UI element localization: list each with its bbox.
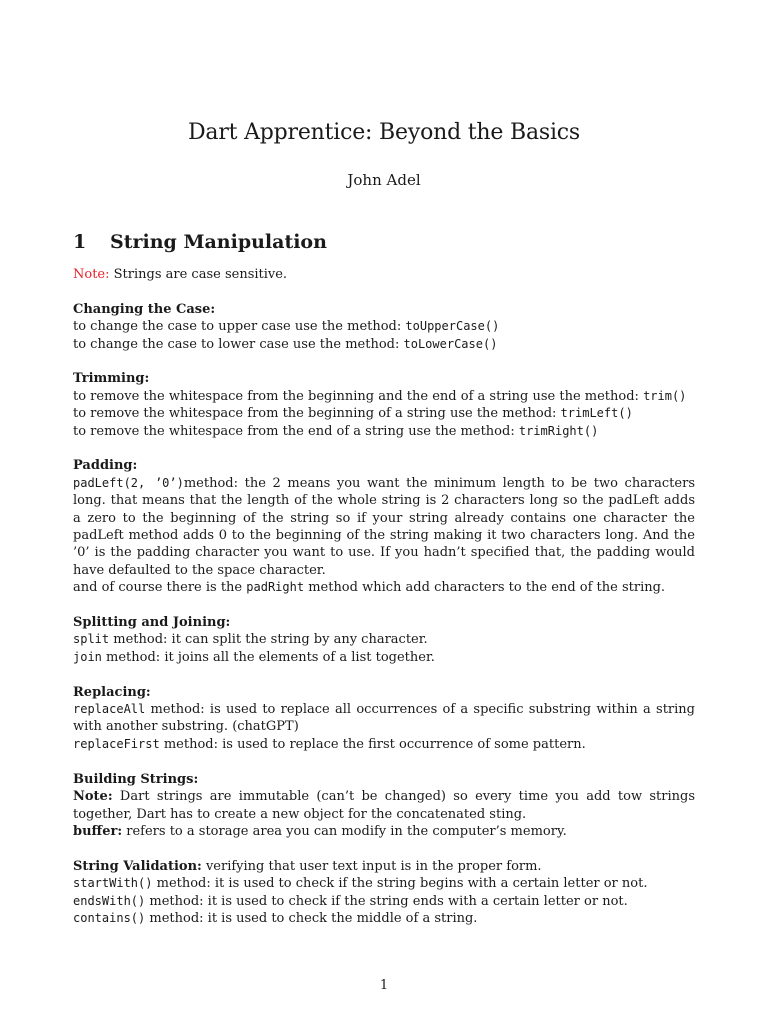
document-author: John Adel bbox=[347, 171, 421, 189]
replacing-line2-code: replaceFirst bbox=[73, 736, 160, 751]
trimming-line2-code: trimLeft() bbox=[560, 406, 633, 421]
case-subsection bbox=[73, 301, 695, 353]
case-heading: Changing the Case: bbox=[73, 301, 216, 317]
splitting-line1-text: method: it can split the string by any character. bbox=[109, 632, 428, 648]
section-heading bbox=[73, 229, 327, 255]
document-title: Dart Apprentice: Beyond the Basics bbox=[187, 120, 581, 145]
trimming-line3-code: trimRight() bbox=[518, 423, 599, 438]
splitting-line1-code: split bbox=[73, 632, 110, 647]
splitting-heading: Splitting and Joining: bbox=[73, 615, 231, 631]
case-line2-text: to change the case to lower case use the method: bbox=[73, 336, 404, 352]
buffer-text: refers to a storage area you can modify in the computer’s memory. bbox=[122, 823, 567, 839]
note-intro bbox=[73, 266, 695, 283]
building-subsection bbox=[73, 771, 695, 841]
case-line1-code: toUpperCase() bbox=[405, 319, 500, 334]
note-text: Strings are case sensitive. bbox=[109, 267, 288, 282]
building-note-text: Dart strings are immutable (can’t be changed) so every time you add tow strings together, Dart has to create a new object for the concatenated sting. bbox=[73, 789, 695, 822]
case-line1-text: to change the case to upper case use the method: bbox=[73, 319, 406, 335]
replacing-line2-text: method: is used to replace the first occurrence of some pattern. bbox=[159, 736, 586, 752]
validation-line1-text: method: it is used to check if the string begins with a certain letter or not. bbox=[152, 876, 648, 892]
padding-code: padLeft(2, ’0’) bbox=[73, 475, 184, 490]
replacing-subsection bbox=[73, 684, 695, 754]
replacing-line1-code: replaceAll bbox=[73, 702, 146, 717]
padding-line2-after: method which add characters to the end of the string. bbox=[304, 580, 666, 596]
padding-line2-before: and of course there is the bbox=[73, 580, 247, 596]
validation-line3-code: contains() bbox=[73, 910, 146, 925]
padding-heading: Padding: bbox=[73, 458, 138, 474]
page-number: 1 bbox=[379, 978, 389, 993]
padding-text: method: the 2 means you want the minimum length to be two characters long. that means that the length of the whole string is 2 characters long so the padLeft adds a zero to the beginning of the string so if your string already contains one character the padLeft method adds 0 to the beginning of the string making it two characters long. And the ’0’ is the padding character you want to use. If you hadn’t specified that, the padding would have defaulted to the space character. bbox=[73, 475, 695, 578]
buffer-label: buffer: bbox=[73, 823, 123, 839]
validation-line3-text: method: it is used to check the middle of a string. bbox=[145, 910, 478, 926]
trimming-heading: Trimming: bbox=[73, 371, 150, 387]
note-label: Note: bbox=[73, 267, 110, 282]
validation-heading: String Validation: bbox=[73, 858, 202, 874]
case-line2-code: toLowerCase() bbox=[403, 336, 498, 351]
validation-line2-text: method: it is used to check if the string ends with a certain letter or not. bbox=[145, 893, 628, 909]
trimming-line1-text: to remove the whitespace from the beginning and the end of a string use the method: bbox=[73, 388, 644, 404]
section-content bbox=[73, 266, 695, 945]
section-number: 1 bbox=[73, 231, 87, 253]
splitting-subsection bbox=[73, 614, 695, 666]
building-note-label: Note: bbox=[73, 789, 113, 805]
trimming-subsection bbox=[73, 370, 695, 440]
validation-line2-code: endsWith() bbox=[73, 893, 146, 908]
padding-line2-code: padRight bbox=[246, 580, 305, 595]
trimming-line2-text: to remove the whitespace from the beginning of a string use the method: bbox=[73, 406, 561, 422]
validation-heading-text: verifying that user text input is in the proper form. bbox=[201, 858, 542, 874]
trimming-line3-text: to remove the whitespace from the end of a string use the method: bbox=[73, 423, 519, 439]
trimming-line1-code: trim() bbox=[643, 388, 687, 403]
replacing-line1-text: method: is used to replace all occurrences of a specific substring within a string with another substring. (chatGPT) bbox=[73, 702, 695, 735]
validation-subsection bbox=[73, 858, 695, 928]
building-heading: Building Strings: bbox=[73, 771, 199, 787]
replacing-heading: Replacing: bbox=[73, 684, 151, 700]
splitting-line2-text: method: it joins all the elements of a list together. bbox=[101, 649, 435, 665]
validation-line1-code: startWith() bbox=[73, 876, 153, 891]
section-title: String Manipulation bbox=[110, 231, 327, 253]
padding-subsection bbox=[73, 457, 695, 596]
splitting-line2-code: join bbox=[73, 649, 102, 664]
